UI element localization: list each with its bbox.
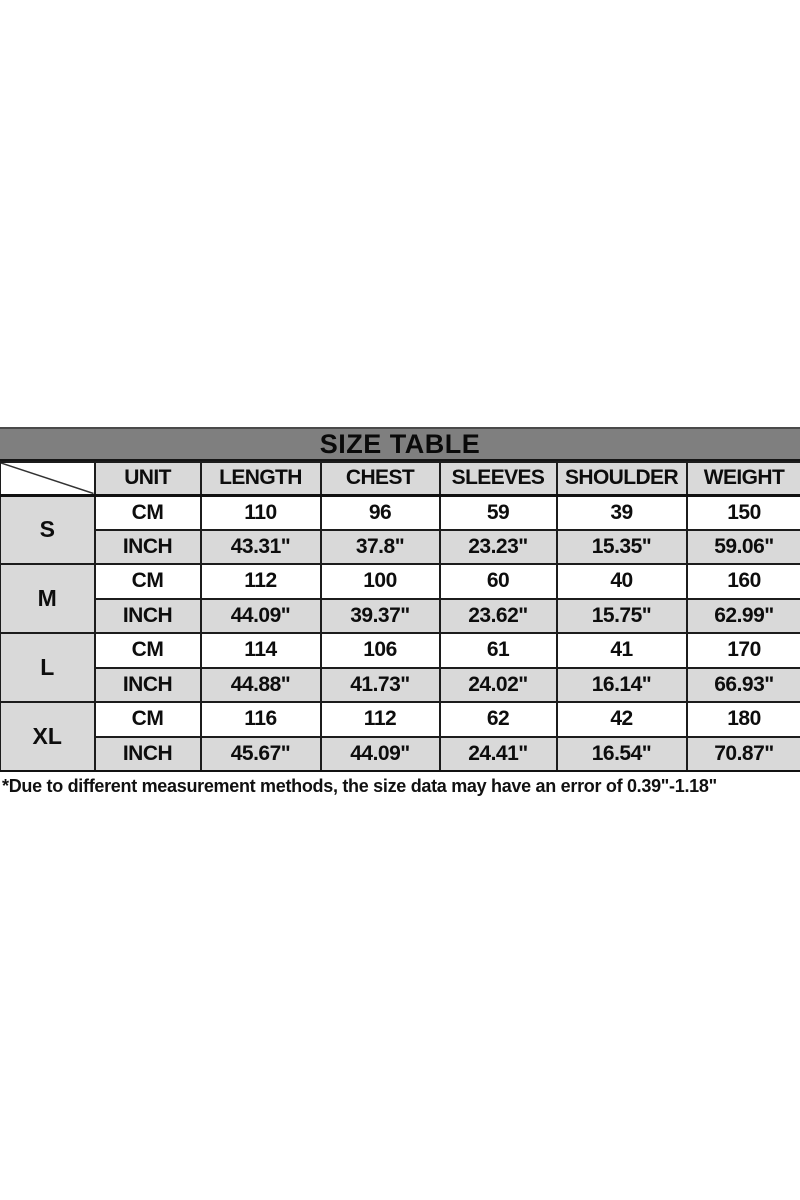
- value-cell: 70.87": [687, 737, 800, 772]
- value-cell: 160: [687, 564, 800, 599]
- value-cell: 41.73": [321, 668, 440, 703]
- row-xl-inch: [1, 737, 800, 772]
- value-cell: 43.31": [201, 530, 321, 565]
- diagonal-line-icon: [1, 463, 94, 494]
- value-cell: 44.09": [321, 737, 440, 772]
- size-label-s: S: [1, 495, 95, 564]
- value-cell: 44.88": [201, 668, 321, 703]
- value-cell: 170: [687, 633, 800, 668]
- unit-label: CM: [95, 564, 201, 599]
- col-header-length: LENGTH: [201, 462, 321, 495]
- value-cell: 116: [201, 702, 321, 737]
- value-cell: 40: [557, 564, 687, 599]
- value-cell: 100: [321, 564, 440, 599]
- row-m-inch: [1, 599, 800, 634]
- col-header-shoulder: SHOULDER: [557, 462, 687, 495]
- size-table-title: SIZE TABLE: [0, 427, 800, 461]
- value-cell: 42: [557, 702, 687, 737]
- unit-label: CM: [95, 702, 201, 737]
- value-cell: 96: [321, 495, 440, 530]
- value-cell: 41: [557, 633, 687, 668]
- value-cell: 60: [440, 564, 557, 599]
- value-cell: 62.99": [687, 599, 800, 634]
- col-header-chest: CHEST: [321, 462, 440, 495]
- size-chart: [0, 427, 800, 772]
- value-cell: 44.09": [201, 599, 321, 634]
- value-cell: 61: [440, 633, 557, 668]
- unit-label: INCH: [95, 737, 201, 772]
- value-cell: 112: [201, 564, 321, 599]
- row-m-cm: [1, 564, 800, 599]
- value-cell: 112: [321, 702, 440, 737]
- col-header-sleeves: SLEEVES: [440, 462, 557, 495]
- unit-label: CM: [95, 633, 201, 668]
- header-row: [1, 462, 800, 495]
- value-cell: 180: [687, 702, 800, 737]
- value-cell: 37.8": [321, 530, 440, 565]
- size-label-xl: XL: [1, 702, 95, 771]
- value-cell: 23.23": [440, 530, 557, 565]
- row-l-cm: [1, 633, 800, 668]
- value-cell: 59.06": [687, 530, 800, 565]
- row-l-inch: [1, 668, 800, 703]
- value-cell: 24.02": [440, 668, 557, 703]
- value-cell: 39.37": [321, 599, 440, 634]
- value-cell: 23.62": [440, 599, 557, 634]
- measurement-disclaimer: *Due to different measurement methods, the size data may have an error of 0.39"-1.18": [2, 776, 717, 796]
- value-cell: 16.54": [557, 737, 687, 772]
- row-s-inch: [1, 530, 800, 565]
- value-cell: 110: [201, 495, 321, 530]
- unit-label: INCH: [95, 668, 201, 703]
- col-header-weight: WEIGHT: [687, 462, 800, 495]
- value-cell: 15.75": [557, 599, 687, 634]
- unit-label: INCH: [95, 530, 201, 565]
- value-cell: 24.41": [440, 737, 557, 772]
- unit-label: INCH: [95, 599, 201, 634]
- size-label-m: M: [1, 564, 95, 633]
- value-cell: 66.93": [687, 668, 800, 703]
- value-cell: 16.14": [557, 668, 687, 703]
- value-cell: 106: [321, 633, 440, 668]
- diagonal-cell: [1, 462, 95, 495]
- value-cell: 114: [201, 633, 321, 668]
- row-xl-cm: [1, 702, 800, 737]
- col-header-unit: UNIT: [95, 462, 201, 495]
- size-table: [0, 461, 800, 772]
- size-label-l: L: [1, 633, 95, 702]
- unit-label: CM: [95, 495, 201, 530]
- value-cell: 59: [440, 495, 557, 530]
- value-cell: 150: [687, 495, 800, 530]
- value-cell: 62: [440, 702, 557, 737]
- row-s-cm: [1, 495, 800, 530]
- value-cell: 39: [557, 495, 687, 530]
- value-cell: 15.35": [557, 530, 687, 565]
- value-cell: 45.67": [201, 737, 321, 772]
